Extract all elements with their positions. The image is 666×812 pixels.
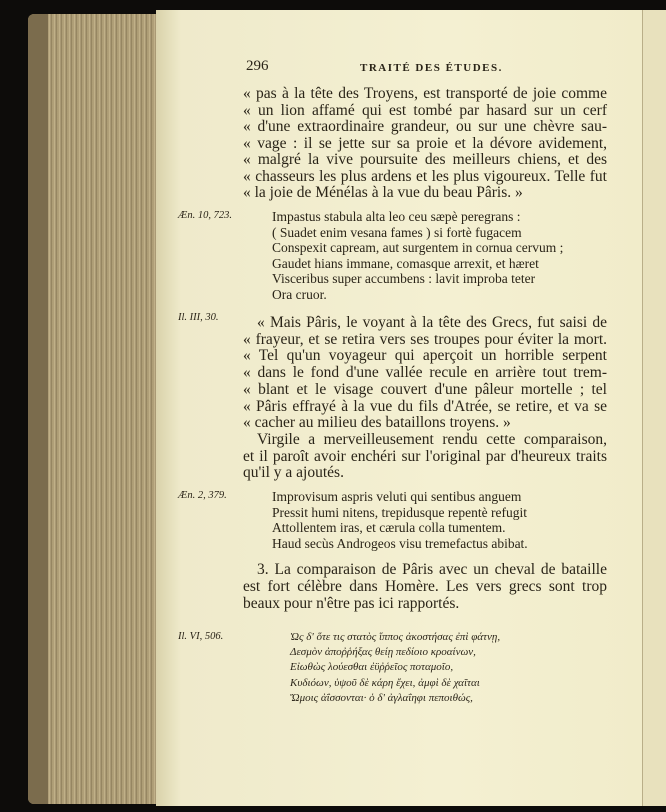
verse-line: Conspexit capream, aut surgentem in cornua cervum ; bbox=[272, 240, 564, 255]
facing-page-edge bbox=[642, 10, 666, 806]
prose-line: « un lion affamé qui est tombé par hasard sur un cerf bbox=[243, 101, 607, 119]
running-title: TRAITÉ DES ÉTUDES. bbox=[360, 62, 503, 74]
prose-line: Virgile a merveilleusement rendu cette comparaison, bbox=[257, 430, 607, 448]
verse-line: Visceribus super accumbens : lavit improba teter bbox=[272, 271, 536, 286]
greek-line: Ὡς δ' ὅτε τις στατὸς ἵππος ἀκοστήσας ἐπὶ φάτνῃ, bbox=[290, 631, 501, 643]
prose-line: « la joie de Ménélas à la vue du beau Pâris. » bbox=[243, 184, 523, 201]
book-cover-edge bbox=[28, 14, 48, 804]
marginal-reference: Il. III, 30. bbox=[178, 312, 219, 323]
prose-line: « blant et le visage couvert d'une pâleur mortelle ; tel bbox=[243, 380, 607, 398]
marginal-reference: Æn. 10, 723. bbox=[178, 210, 232, 221]
prose-line: et il paroît avoir enchéri sur l'original par d'heureux traits bbox=[243, 447, 607, 465]
prose-line: est fort célèbre dans Homère. Les vers grecs sont trop bbox=[243, 578, 607, 595]
greek-line: Δεσμὸν ἀποῤῥήξας θείῃ πεδίοιο κροαίνων, bbox=[290, 646, 476, 659]
prose-line: « Mais Pâris, le voyant à la tête des Grecs, fut saisi de bbox=[257, 314, 607, 331]
greek-line: Κυδιόων, ὑψοῦ δὲ κάρη ἔχει, ἀμφὶ δὲ χαῖται bbox=[290, 676, 480, 689]
prose-line: « pas à la tête des Troyens, est transporté de joie comme bbox=[243, 85, 607, 102]
prose-line: qu'il y a ajoutés. bbox=[243, 464, 344, 482]
verse-line: Impastus stabula alta leo ceu sæpè peregrans : bbox=[272, 209, 521, 224]
prose-line: « frayeur, et se retira vers ses troupes pour éviter la mort. bbox=[243, 330, 607, 348]
greek-line: Εἰωθὼς λούεσθαι ἐϋῤῥεῖος ποταμοῖο, bbox=[290, 661, 454, 674]
prose-line: « Pâris effrayé à la vue du fils d'Atrée, se retire, et va se bbox=[243, 397, 607, 415]
verse-line: Improvisum aspris veluti qui sentibus anguem bbox=[272, 489, 522, 504]
marginal-reference: Æn. 2, 379. bbox=[178, 490, 227, 501]
prose-line: « Tel qu'un voyageur qui aperçoit un horrible serpent bbox=[243, 347, 607, 365]
prose-line: beaux pour n'être pas ici rapportés. bbox=[243, 595, 460, 612]
marginal-reference: Il. VI, 506. bbox=[178, 631, 224, 642]
verse-line: Ora cruor. bbox=[272, 286, 327, 302]
verse-line: Attollentem iras, et cærula colla tumentem. bbox=[272, 520, 506, 535]
prose-line: « cacher au milieu des bataillons troyens. » bbox=[243, 414, 511, 432]
prose-line: « malgré la vive poursuite des meilleurs chiens, et des bbox=[243, 151, 607, 168]
prose-line: « d'une extraordinaire grandeur, ou sur une chèvre sau- bbox=[243, 118, 607, 135]
verse-line: ( Suadet enim vesana fames ) si fortè fugacem bbox=[272, 224, 522, 240]
prose-line: « chasseurs les plus ardens et les plus vigoureux. Telle fut bbox=[243, 167, 607, 185]
greek-line: Ὤμοις ἀΐσσονται· ὁ δ' ἀγλαΐηφι πεποιθώς, bbox=[290, 691, 473, 704]
page-number: 296 bbox=[246, 58, 269, 74]
verse-line: Pressit humi nitens, trepidusque repentè refugit bbox=[272, 504, 527, 520]
verse-line: Gaudet hians immane, comasque arrexit, et hæret bbox=[272, 255, 539, 271]
prose-line: « dans le fond d'une vallée recule en arrière tout trem- bbox=[243, 364, 607, 382]
prose-line: 3. La comparaison de Pâris avec un cheval de bataille bbox=[257, 561, 607, 578]
prose-line: « vage : il se jette sur sa proie et la dévore avidement, bbox=[243, 134, 607, 152]
verse-line: Haud secùs Androgeos visu tremefactus abibat. bbox=[272, 535, 528, 551]
